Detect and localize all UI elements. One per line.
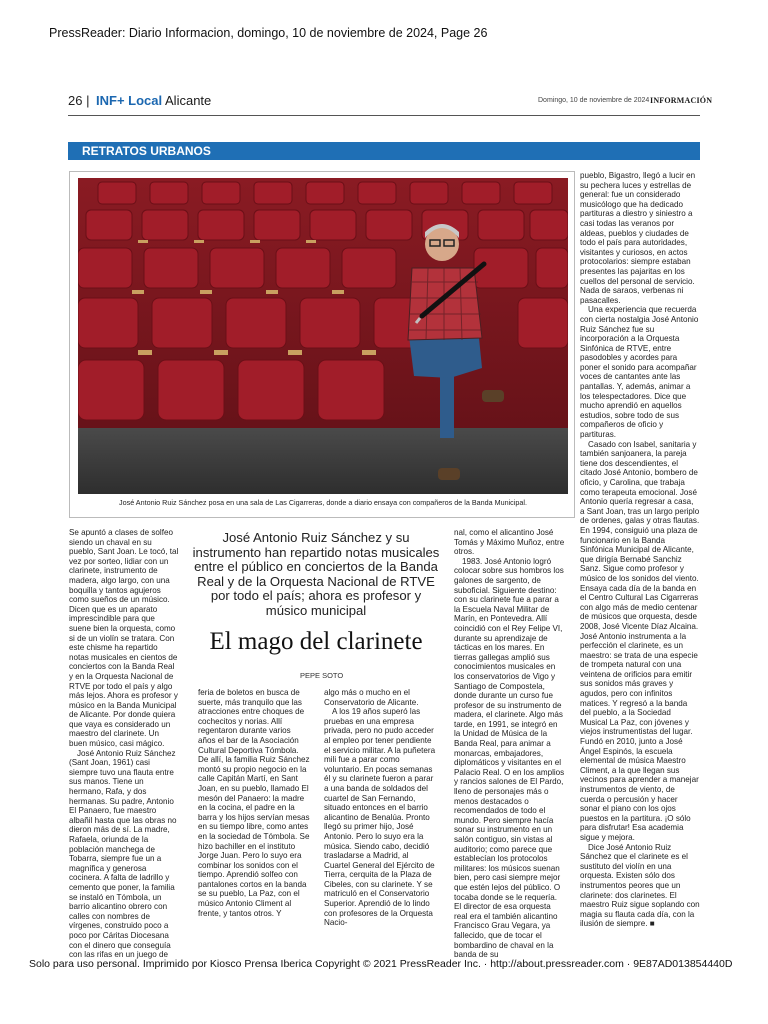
- paragraph: 1983. José Antonio logró colocar sobre sus hombros los galones de sargento, de suboficial. Siguiente destino: con su clarinete fue a parar a la Escuela Naval Militar de Marín, en Pontevedra. Allí coincidió con el Rey Felipe VI, durante su aprendizaje de tácticas en los mares. En tierras gallegas amplió sus conocimientos musicales en los conservatorios de Vigo y Santiago de Compostela, donde durante un curso fue profesor de su instrumento de madera, el clarinete. Algo más tarde, en 1991, se integró en la Unidad de Música de la Banda Real, para animar a monarcas, embajadores, diplomáticos y visitantes en el Palacio Real. O en los amplios y rancios salones de El Pardo, lleno de personajes más o menos destacados o recomendados de todo el mundo. Pero siempre hacía sonar su instrumento en un salón contiguo, sin vistas al auditorio; como parece que establecían los protocolos militares: los músicos suenan bien, pero casi siempre mejor que estén lejos del público. O tocaba donde se le requería. El director de esa orquesta real era el también alicantino Francisco Grau Vegara, ya fallecido, que de tocar el bombardino de chaval en la banda de su: [454, 556, 565, 960]
- paragraph: Una experiencia que recuerda con cierta nostalgia José Antonio Ruiz Sánchez fue su incorporación a la Orquesta Sinfónica de RTVE, entre pasodobles y acordes para poner el sonido para acompañar voces de cantantes ante las pantallas. Y, además, animar a los telespectadores. Dice que mucho aprendió en aquellos estudios, sobre todo de sus compañeros de oficio y partituras.: [580, 305, 699, 440]
- photo-frame: [69, 171, 575, 518]
- article-column-right: [580, 171, 700, 929]
- issue-date: Domingo, 10 de noviembre de 2024: [538, 97, 650, 104]
- paragraph: Casado con Isabel, sanitaria y también sanjoanera, la pareja tiene dos descendientes, el citado José Antonio, bombero de oficio, y Carolina, que trabaja como terapeuta emocional. José Antonio quería regresar a casa, a Sant Joan, tras un largo periplo de ordenes, galas y otras flautas. En 1994, consiguió una plaza de funcionario en la Banda Sinfónica Municipal de Alicante, que dirigía Bernabé Sanchiz Sanz. Sigue como profesor y músico de los sonidos del viento. Ensaya cada día de la banda en el Centro Cultural Las Cigarreras con algo más de medio centenar de músicos que orquesta, desde 2008, José Vicente Díaz Alcaina. José Antonio instrumenta a la perfección el clarinete, es un maestro: se trata de una especie de trompeta natural con una veintena de orificios para emitir sus sonidos más graves y agudos, pero con infinitos matices. Y regresó a la banda del pueblo, a la Sociedad Musical La Paz, con jóvenes y viejos instrumentistas del lugar. Fundó en 2010, junto a José Ángel Espinós, la escuela elemental de música Maestro Climent, a la que llegan sus vecinos para aprender a manejar instrumentos de viento, de cuerda o percusión y hacer sonar el piano con los ojos puestos en la partitura. ¡O sólo para disfrutar! Esa academia sigue y mejora.: [580, 439, 700, 842]
- paragraph: José Antonio Ruiz Sánchez (Sant Joan, 1961) casi siempre tuvo una flauta entre sus manos. Tiene un hermano, Rafa, y dos hermanas. Su padre, Antonio El Panaero, fue maestro albañil hasta que las obras no dieron más de sí. La madre, Rafaela, oriunda de la población manchega de Tobarra, siempre fue un a magnífica y generosa cocinera. A falta de ladrillo y cemento que poner, la familia se instaló en Tómbola, un barrio alicantino obrero con calles con nombres de vírgenes, construido poco a poco por Cáritas Diocesana con el dinero que conseguía con las rifas en un juego de: [69, 748, 177, 960]
- newspaper-name: INFORMACIÓN: [650, 96, 713, 105]
- section-brand: INF+ Local: [96, 93, 163, 108]
- page-number: 26 |: [68, 93, 90, 108]
- article-column-4: [454, 528, 566, 960]
- paragraph: A los 19 años superó las pruebas en una empresa privada, pero no pudo acceder al empleo por tener pendiente el servicio militar. A la puñetera mili fue a parar como voluntario. En pocas semanas él y su clarinete fueron a parar a una banda de soldados del cuartel de San Fernando, situado entonces en el barrio alicantino de Benalúa. Pronto llegó su primer hijo, José Antonio. Pero lo suyo era la música. Siendo cabo, decidió trasladarse a Madrid, al Cuartel General del Ejército de Tierra, cerquita de la Plaza de Cibeles, con su clarinete. Y se matriculó en el Conservatorio Superior. Aprendió de lo lindo con profesores de la Orquesta Nacio-: [324, 707, 436, 928]
- photo-caption: José Antonio Ruiz Sánchez posa en una sala de Las Cigarreras, donde a diario ensaya con compañeros de la Banda Municipal.: [119, 498, 527, 507]
- article-column-1: [69, 528, 179, 960]
- paragraph: pueblo, Bigastro, llegó a lucir en su pechera luces y estrellas de general: fue un considerado musicólogo que ha dedicado partituras a diestro y siniestro a casi todas las veranos por aldeas, pueblos y ciudades de todo el país para autoridades, visitantes y curiosos, en actos protocolarios: siempre estaban presentes las pajaritas en los cuellos del personal de servicio. Nada de saraos, verbenas ni pasacalles.: [580, 171, 696, 305]
- paragraph: nal, como el alicantino José Tomás y Máximo Muñoz, entre otros.: [454, 528, 565, 557]
- photo-musician-with-clarinet: [78, 178, 568, 494]
- copyright-footer: Solo para uso personal. Imprimido por Kiosco Prensa Iberica Copyright © 2021 PressReader Inc. · http://about.pressreader.com · 9E87AD013854440D: [29, 958, 733, 970]
- header-rule: [68, 115, 700, 116]
- byline: PEPE SOTO: [300, 671, 344, 680]
- pressreader-title: PressReader: Diario Informacion, domingo, 10 de noviembre de 2024, Page 26: [49, 26, 488, 40]
- article-column-2: [198, 688, 310, 918]
- article-subtitle: José Antonio Ruiz Sánchez y su instrumento han repartido notas musicales entre el público en conciertos de la Banda Real y de la Orquesta Nacional de RTVE por todo el país; ahora es profesor y músico municipal: [192, 530, 440, 618]
- section-city: Alicante: [165, 93, 212, 108]
- article-headline: El mago del clarinete: [209, 628, 423, 655]
- paragraph: Dice José Antonio Ruiz Sánchez que el clarinete es el sustituto del violín en una orquesta. Existen sólo dos instrumentos peores que un clarinete: dos clarinetes. El maestro Ruiz sigue soplando con magia su flauta cada día, con la ilusión de siempre. ■: [580, 842, 700, 929]
- paragraph: Se apuntó a clases de solfeo siendo un chaval en su pueblo, Sant Joan. Le tocó, tal vez por sorteo, lidiar con un clarinete, instrumento de madera, algo largo, con una boquilla y tantos agujeros como sueños de un músico. Dicen que es un aparato imprescindible para que suene bien la orquesta, como si de un violín se tratara. Con este chisme ha repartido notas musicales en cientos de conciertos con la Banda Real y en la Orquesta Nacional de RTVE por todo el país y algo más lejos. Ahora es profesor y músico en la Banda Municipal de Alicante. Por donde quiera que vaya es considerado un maestro del clarinete. Un buen músico, casi mágico.: [69, 528, 179, 749]
- paragraph: feria de boletos en busca de suerte, más tranquilo que las atracciones entre choques de cochecitos y norias. Allí regentaron durante varios años el bar de la Asociación Cultural Deportiva Tómbola. De allí, la familia Ruiz Sánchez montó su propio negocio en la calle Capitán Martí, en Sant Joan, en su pueblo, llamado El mesón del Panaero: la madre en la cocina, el padre en la barra y los hijos servían mesas en su tiempo libre, como antes en la sociedad de Tómbola. Se hizo bachiller en el instituto Jorge Juan. Pero lo suyo era combinar los sonidos con el tiempo. Aprendió solfeo con pantalones cortos en la banda se su pueblo, La Paz, con el músico Antonio Climent al frente, y tantos otros. Y: [198, 688, 310, 918]
- section-label: RETRATOS URBANOS: [68, 142, 700, 160]
- newspaper-page: [68, 86, 713, 960]
- article-column-3: [324, 688, 436, 928]
- section-header: [96, 93, 211, 108]
- paragraph: algo más o mucho en el Conservatorio de Alicante.: [324, 688, 419, 707]
